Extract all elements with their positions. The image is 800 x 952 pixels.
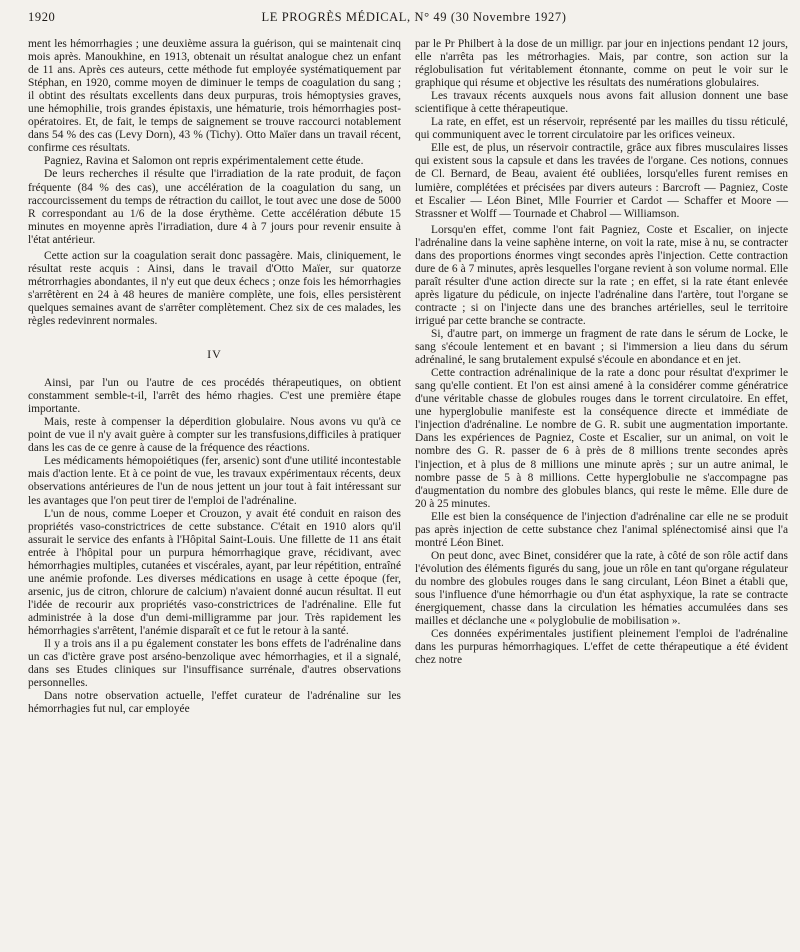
- page-number: 1920: [28, 10, 56, 24]
- paragraph: Ainsi, par l'un ou l'autre de ces procédés thérapeutiques, on obtient constamment semble-t-il, l'arrêt des hémo rhagies. C'est une première étape importante.: [28, 377, 401, 416]
- paragraph: Il y a trois ans il a pu également constater les bons effets de l'adrénaline dans un cas d'ictère grave post arséno-benzolique avec hémorrhagies, et il a signalé, dans ses Etudes cliniques sur l'insuffisance surrénale, d'autres observations personnelles.: [28, 638, 401, 690]
- paragraph: Si, d'autre part, on immerge un fragment de rate dans le sérum de Locke, le sang s'écoule lentement et en bavant ; si l'immersion a lieu dans du sérum adrénaliné, le sang brutalement expulsé s'écoule en abondance et en jet.: [415, 328, 788, 367]
- paragraph: Elle est, de plus, un réservoir contractile, grâce aux fibres musculaires lisses qui existent sous la capsule et dans les travées de l'organe. Ces notions, connues de Cl. Bernard, de Beau, avaient été oubliées, lorsqu'elles furent remises en lumière, complétées et précisées par divers auteurs : Barcroft — Pagniez, Coste et Escalier — Léon Binet, Mlle Fourrier et Cardot — Schaffer et Moore — Strassner et Wolff — Tournade et Chabrol — Williamson.: [415, 142, 788, 220]
- section-number: IV: [207, 347, 222, 362]
- journal-title: LE PROGRÈS MÉDICAL, N° 49 (30 Novembre 1927): [261, 10, 567, 24]
- text-columns: [28, 38, 788, 716]
- paragraph: Pagniez, Ravina et Salomon ont repris expérimentalement cette étude.: [44, 155, 364, 168]
- paragraph: Cette action sur la coagulation serait donc passagère. Mais, cliniquement, le résultat reste acquis : Ainsi, dans le travail d'Otto Maïer, sur quatorze métrorrhagies abondantes, il n'y eut que deux échecs ; onze fois les hémorrhagies s'arrêtèrent en 24 à 48 heures de manière complète, une fois, elles persistèrent quelques semaines avant de s'arrêter complètement. Chez six de ces malades, les règles redevinrent normales.: [28, 249, 401, 327]
- paragraph: On peut donc, avec Binet, considérer que la rate, à côté de son rôle actif dans l'évolution des éléments figurés du sang, joue un rôle en tant qu'organe régulateur du nombre des globules rouges dans le sang circulant, Léon Binet a établi que, sous l'influence d'une hémorrhagie ou d'un état asphyxique, la rate se contracte énergiquement, chasse dans la circulation les hématies accumulées dans ses mailles et déclanche une « polyglobulie de mobilisation ».: [415, 549, 788, 628]
- paragraph: Cette contraction adrénalinique de la rate a donc pour résultat d'exprimer le sang qu'elle contient. Et l'on est ainsi amené à la considérer comme génératrice d'une véritable chasse de globules rouges dans le torrent circulatoire. En effet, une hyperglobulie manifeste est la conséquence directe et immédiate de l'injection d'adrénaline. Le nombre de G. R. subit une augmentation importante. Dans les expériences de Pagniez, Coste et Escalier, sur un animal, on voit le nombre des G. R. passer de 6 à près de 8 millions trente secondes après l'injection, et à plus de 8 millions une minute après ; sur un autre animal, le nombre passe de 5 à 8 millions. Cette hyperglobulie ne s'accompagne pas d'augmentation du nombre des globules blancs, qui reste le même. Elle dure de 20 à 25 minutes.: [415, 367, 788, 510]
- paragraph: De leurs recherches il résulte que l'irradiation de la rate produit, de façon fréquente (84 % des cas), une accélération de la coagulation du sang, un raccourcissement du temps de rétraction du caillot, le tout avec une dose de 5000 R correspondant au 1/6 de la dose érythème. Cette accélération débute 15 minutes en moyenne après l'irradiation, dure 4 à 7 jours pour revenir ensuite à l'état antérieur.: [28, 168, 401, 246]
- paragraph: Dans notre observation actuelle, l'effet curateur de l'adrénaline sur les hémorrhagies fut nul, car employée: [28, 690, 401, 716]
- running-header: [28, 10, 788, 34]
- right-column: [415, 38, 788, 716]
- paragraph: Les médicaments hémopoiétiques (fer, arsenic) sont d'une utilité incontestable mais d'action lente. Et à ce point de vue, les travaux expérimentaux récents, deux observations antérieures de l'un de nous jettent un jour tout à fait intéressant sur les avantages que l'on peut tirer de l'emploi de l'adrénaline.: [28, 455, 401, 507]
- paragraph: Les travaux récents auxquels nous avons fait allusion donnent une base scientifique à cette thérapeutique.: [415, 90, 788, 116]
- paragraph: Lorsqu'en effet, comme l'ont fait Pagniez, Coste et Escalier, on injecte l'adrénaline dans la veine saphène interne, on voit la rate, mise à nu, se contracter dans des proportions énormes vingt secondes après l'injection. Cette contraction dure de 6 à 7 minutes, après lesquelles l'organe revient à son volume normal. Elle paraît résulter d'une action directe sur la rate ; en effet, si la rate étant enlevée après ligature du pédicule, on injecte l'adrénaline dans l'artère, tout l'organe se contracte ; si on l'injecte dans une des branches artérielles, seul le territoire irrigué par cette branche se contracte.: [415, 223, 788, 327]
- paragraph: Mais, reste à compenser la déperdition globulaire. Nous avons vu qu'à ce point de vue il n'y avait guère à compter sur les transfusions,difficiles à pratiquer dans les cas de ce genre à cause de la fréquence des réactions.: [28, 416, 401, 455]
- paragraph: par le Pr Philbert à la dose de un milligr. par jour en injections pendant 12 jours, elle n'arrêta pas les métrorhagies. Mais, par contre, son action sur la réglobulisation fut véritablement étonnante, comme on peut le voir sur le graphique qui résume et objective les résultats des numérations globulaires.: [415, 38, 788, 90]
- paragraph: Ces données expérimentales justifient pleinement l'emploi de l'adrénaline dans les purpuras hémorrhagiques. L'effet de cette thérapeutique a été évident chez notre: [415, 628, 788, 667]
- paragraph: La rate, en effet, est un réservoir, représenté par les mailles du tissu réticulé, qui communiquent avec le torrent circulatoire par les orifices veineux.: [415, 116, 788, 142]
- left-column: [28, 38, 401, 716]
- paragraph: L'un de nous, comme Loeper et Crouzon, y avait été conduit en raison des propriétés vaso-constrictrices de cette substance. C'était en 1910 alors qu'il assurait le service des enfants à l'Hôpital Saint-Louis. Une fillette de 11 ans était entrée à l'hôpital pour un purpura hémorrhagique grave, récidivant, avec hémorrhagies multiples, cutanées et viscérales, ayant, par leur répétition, entraîné une anémie profonde. Les diverses médications en usage à cette époque (fer, arsenic, jus de citron, chlorure de calcium) n'avaient donné aucun résultat. Il eut l'idée de recourir aux propriétés vaso-constrictrices de l'adrénaline. Elle fut administrée à la dose d'un demi-milligramme par jour. Très rapidement les hémorrhagies s'arrêtent, l'anémie disparaît et ce fut le retour à la santé.: [28, 507, 401, 637]
- paragraph: ment les hémorrhagies ; une deuxième assura la guérison, qui se maintenait cinq mois après. Manoukhine, en 1913, obtenait un résultat analogue chez un enfant de 11 ans. Après ces auteurs, cette méthode fut employée systématiquement par Stéphan, en 1920, comme moyen de diminuer le temps de coagulation du sang ; il obtint des résultats excellents dans deux purpuras, trois hémoptysies graves, une hémophilie, trois grandes épistaxis, une hématurie, trois hémorrhagies post-opératoires. Et, de fait, le temps de saignement se trouve raccourci notablement dans 54 % des cas (Levy Dorn), 43 % (Tichy). Otto Maïer dans un travail récent, confirme ces résultats.: [28, 38, 401, 155]
- paragraph: Elle est bien la conséquence de l'injection d'adrénaline car elle ne se produit pas après injection de cette substance chez l'animal splénectomisé ainsi que l'a montré Léon Binet.: [415, 510, 788, 549]
